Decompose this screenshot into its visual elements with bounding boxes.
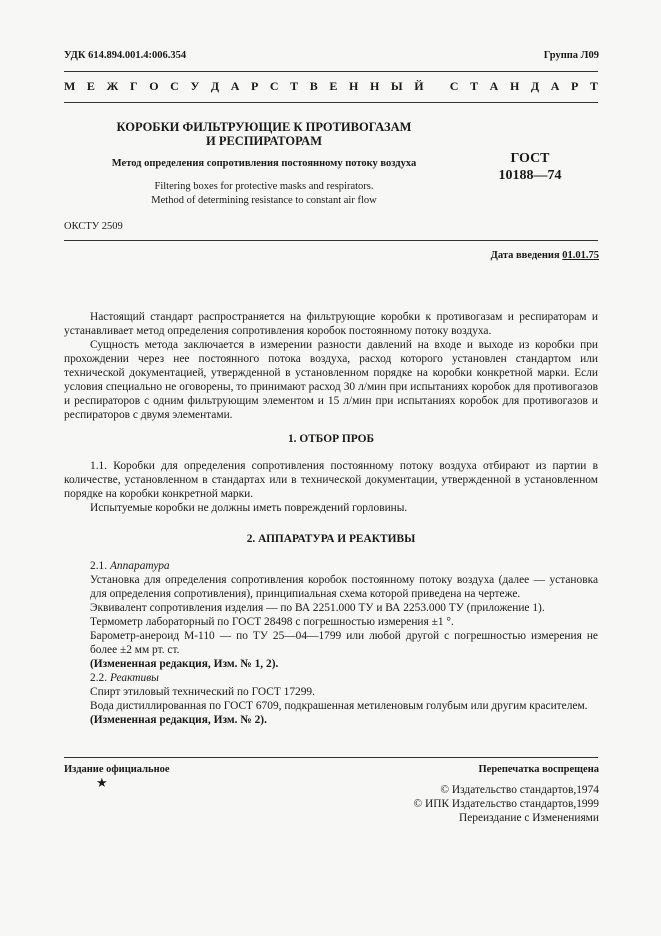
- title-en-line-1: Filtering boxes for protective masks and respirators.: [154, 181, 374, 192]
- interstate-letter: Н: [349, 79, 359, 93]
- intro-date-value: 01.01.75: [562, 250, 599, 261]
- title-line-1: КОРОБКИ ФИЛЬТРУЮЩИЕ К ПРОТИВОГАЗАМ: [116, 120, 412, 134]
- subtitle-ru: Метод определения сопротивления постоянному потоку воздуха: [111, 158, 417, 169]
- interstate-letter: А: [489, 79, 499, 93]
- interstate-letter: В: [309, 79, 318, 93]
- interstate-letter: С: [449, 79, 459, 93]
- reprint-forbidden: Перепечатка воспрещена: [478, 764, 599, 775]
- interstate-letter: [435, 79, 438, 94]
- clause-2-1-equivalent: Эквивалент сопротивления изделия — по ВА 2251.000 ТУ и ВА 2253.000 ТУ (приложение 1).: [90, 602, 545, 614]
- interstate-standard-heading: [64, 79, 598, 94]
- udk-code: УДК 614.894.001.4:006.354: [64, 50, 187, 61]
- gost-number: [495, 150, 565, 184]
- interstate-letter: А: [230, 79, 240, 93]
- interstate-letter: Н: [369, 79, 380, 93]
- paragraph-method-essence: Сущность метода заключается в измерении разности давлений на входе и выходе из коробки при прохождении через нее постоянного потока воздуха, расход которого установлен стандартом или технической документацией, утвержденной в установленном порядке на коробки конкретной марки. Если условия специально не оговорены, то принимают расход 30 л/мин при испытаниях коробок для противогазов и респираторов с одним фильтрующим элементом и 15 л/мин при испытаниях коробок для противогазов и респираторов с двумя элементами.: [64, 339, 598, 421]
- interstate-letter: А: [550, 79, 560, 93]
- footer-rule: [64, 757, 598, 758]
- interstate-letter: С: [269, 79, 279, 93]
- clause-2-2-alcohol: Спирт этиловый технический по ГОСТ 17299.: [90, 686, 315, 698]
- group-code: Группа Л09: [543, 50, 599, 61]
- section-2-body: [64, 559, 598, 727]
- interstate-letter: Д: [210, 79, 220, 93]
- gost-code: 10188—74: [498, 168, 562, 183]
- official-edition: Издание официальное: [64, 764, 170, 775]
- clause-2-1-heading: [64, 559, 598, 573]
- interstate-letter: О: [149, 79, 159, 93]
- clause-2-1-barometer: Барометр-анероид М-110 — по ТУ 25—04—1799 или любой другой с погрешностью измерения не более ±2 мм рт. ст.: [90, 630, 598, 656]
- introduction-date: [491, 250, 599, 261]
- section-2-title: 2. АППАРАТУРА И РЕАКТИВЫ: [246, 533, 416, 545]
- body-intro: [64, 310, 598, 422]
- interstate-letter: Т: [290, 79, 299, 93]
- clause-2-2-water: Вода дистиллированная по ГОСТ 6709, подкрашенная метиленовым голубым или другим красителем.: [90, 700, 588, 712]
- document-title: [64, 120, 464, 148]
- gost-label: ГОСТ: [510, 151, 550, 166]
- interstate-letter: Д: [530, 79, 540, 93]
- interstate-letter: У: [190, 79, 200, 93]
- interstate-letter: Е: [329, 79, 338, 93]
- interstate-letter: Е: [86, 79, 95, 93]
- copyright-block: [413, 783, 599, 825]
- interstate-letter: М: [64, 79, 76, 93]
- copyright-1999: © ИПК Издательство стандартов,1999: [413, 798, 599, 810]
- clause-1-1: 1.1. Коробки для определения сопротивления постоянному потоку воздуха отбирают из партии в количестве, установленном в стандартах или в технической документации, утвержденной в установленном порядке на коробки конкретной марки.: [64, 460, 598, 500]
- copyright-1974: © Издательство стандартов,1974: [440, 784, 599, 796]
- title-en: [64, 180, 464, 208]
- clause-2-2-heading: [64, 671, 598, 685]
- clause-2-1-thermometer: Термометр лабораторный по ГОСТ 28498 с погрешностью измерения ±1 °.: [90, 616, 454, 628]
- clause-2-1-number: 2.1.: [90, 560, 108, 572]
- interstate-letter: Г: [130, 79, 138, 93]
- clause-2-2-number: 2.2.: [90, 672, 108, 684]
- clause-2-1-revision: (Измененная редакция, Изм. № 1, 2).: [90, 658, 279, 670]
- interstate-letter: Р: [250, 79, 259, 93]
- okstu-code: ОКСТУ 2509: [64, 221, 123, 232]
- section-1-title: 1. ОТБОР ПРОБ: [287, 433, 375, 445]
- top-rule: [64, 71, 598, 72]
- interstate-letter: Ы: [390, 79, 403, 93]
- interstate-letter: Й: [414, 79, 424, 93]
- interstate-letter: С: [170, 79, 179, 93]
- clause-2-1-name: Аппаратура: [109, 560, 170, 572]
- interstate-letter: Н: [509, 79, 520, 93]
- intro-date-label: Дата введения: [490, 250, 560, 261]
- interstate-letter: Т: [589, 79, 598, 93]
- clause-1-1-note: Испытуемые коробки не должны иметь повреждений горловины.: [90, 502, 408, 514]
- clause-2-2-name: Реактивы: [109, 672, 159, 684]
- section-1-body: [64, 459, 598, 515]
- paragraph-scope: Настоящий стандарт распространяется на фильтрующие коробки к противогазам и респираторам и устанавливает метод определения сопротивления коробок постоянному потоку воздуха.: [64, 311, 598, 337]
- title-en-line-2: Method of determining resistance to constant air flow: [151, 195, 377, 206]
- interstate-letter: Ж: [106, 79, 119, 93]
- star-icon: ★: [96, 775, 108, 790]
- interstate-letter: Т: [470, 79, 479, 93]
- reissue-note: Переиздание с Изменениями: [459, 812, 599, 824]
- title-line-2: И РЕСПИРАТОРАМ: [205, 134, 322, 148]
- heading-rule: [64, 102, 598, 103]
- clause-2-1-installation: Установка для определения сопротивления коробок постоянному потоку воздуха (далее — установка для определения сопротивления), принципиальная схема которой приведена на чертеже.: [90, 574, 598, 600]
- okstu-rule: [64, 240, 598, 241]
- interstate-letter: Р: [571, 79, 579, 93]
- clause-2-2-revision: (Измененная редакция, Изм. № 2).: [90, 714, 267, 726]
